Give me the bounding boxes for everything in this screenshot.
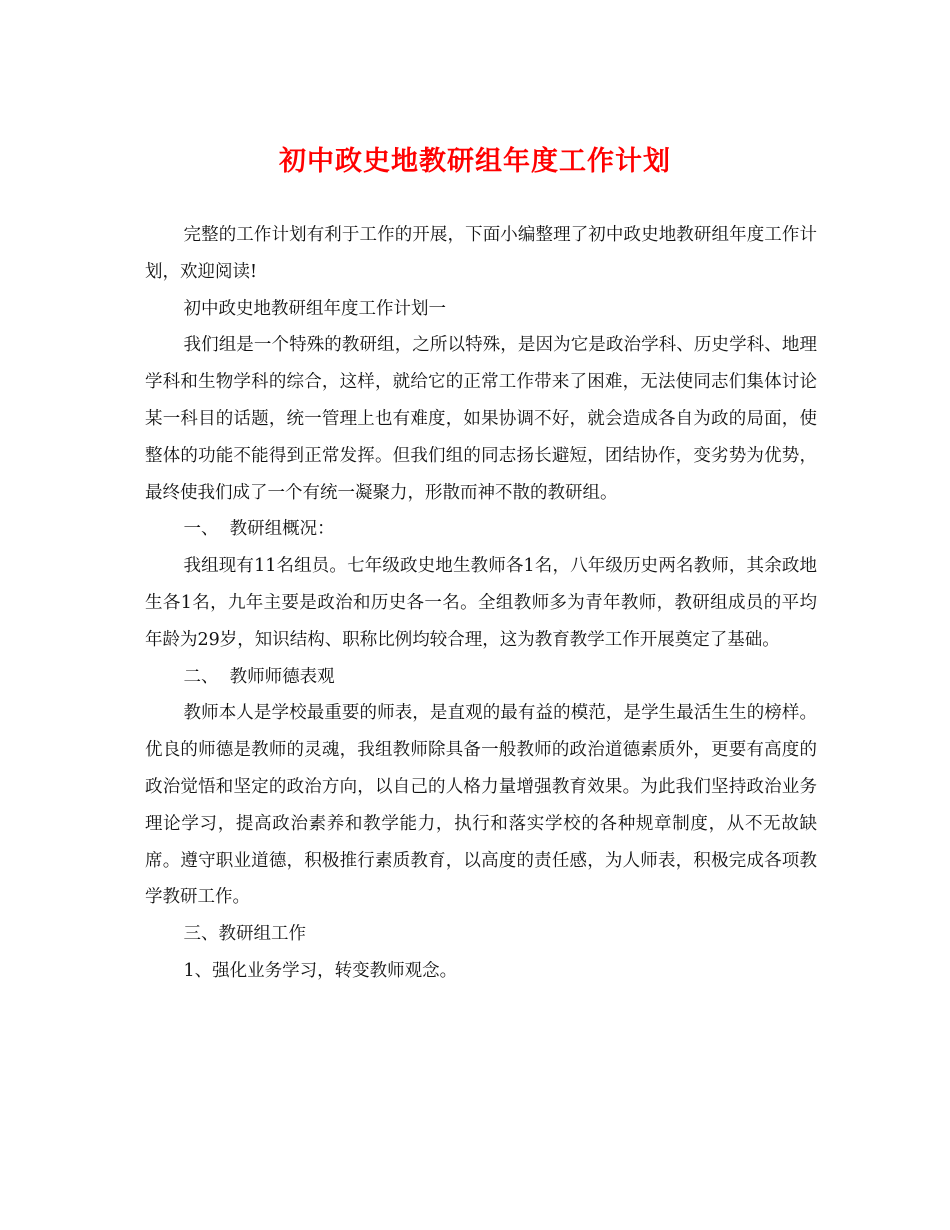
document-body — [145, 217, 817, 990]
section-two-heading: 二、 教师师德表观 — [183, 666, 335, 687]
group-overview-paragraph: 我组现有11名组员。七年级政史地生教师各1名，八年级历史两名教师，其余政地生各1名，九年主要是政治和历史各一名。全组教师多为青年教师，教研组成员的平均年龄为29岁，知识结构、职称比例均较合理，这为教育教学工作开展奠定了基础。 — [145, 556, 817, 650]
plan-one-heading: 初中政史地教研组年度工作计划一 — [183, 298, 446, 319]
section-three-heading: 三、教研组工作 — [183, 924, 306, 945]
group-description-paragraph: 我们组是一个特殊的教研组，之所以特殊，是因为它是政治学科、历史学科、地理学科和生物学科的综合，这样，就给它的正常工作带来了困难，无法使同志们集体讨论某一科目的话题，统一管理上也有难度，如果协调不好，就会造成各自为政的局面，使整体的功能不能得到正常发挥。但我们组的同志扬长避短，团结协作，变劣势为优势，最终使我们成了一个有统一凝聚力，形散而神不散的教研组。 — [145, 335, 817, 503]
section-one-heading: 一、 教研组概况： — [183, 519, 335, 540]
intro-paragraph: 完整的工作计划有利于工作的开展，下面小编整理了初中政史地教研组年度工作计划，欢迎阅读! — [145, 225, 817, 282]
document-title: 初中政史地教研组年度工作计划 — [279, 146, 671, 177]
item-one-paragraph: 1、强化业务学习，转变教师观念。 — [183, 960, 458, 981]
teacher-ethics-paragraph: 教师本人是学校最重要的师表，是直观的最有益的模范，是学生最活生生的榜样。优良的师德是教师的灵魂，我组教师除具备一般教师的政治道德素质外，更要有高度的政治觉悟和坚定的政治方向，以自己的人格力量增强教育效果。为此我们坚持政治业务理论学习，提高政治素养和教学能力，执行和落实学校的各种规章制度，从不无故缺席。遵守职业道德，积极推行素质教育，以高度的责任感，为人师表，积极完成各项教学教研工作。 — [145, 703, 817, 908]
